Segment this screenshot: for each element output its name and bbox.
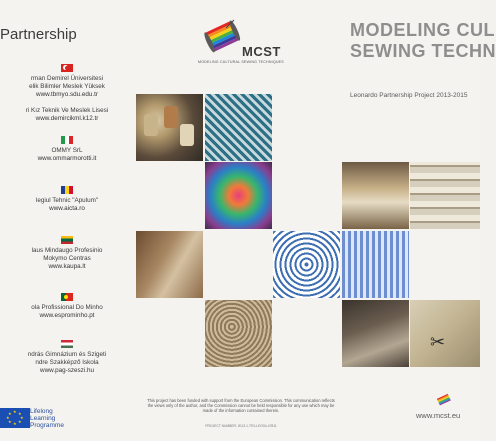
romania-flag-icon <box>61 186 73 194</box>
partner-name-line: ndre Szakképző Iskola <box>35 359 99 366</box>
llp-line: Lifelong <box>30 408 53 415</box>
partner-entry <box>0 64 134 99</box>
woven-fabric-photo <box>205 94 272 161</box>
blue-embroidery-photo <box>342 231 409 298</box>
partner-entry <box>0 293 134 320</box>
yarn-ball-photo <box>205 162 272 229</box>
thread-spool-small-icon <box>437 393 451 407</box>
cream-lace-photo <box>205 300 272 367</box>
partner-name-line: ola Profissional Do Minho <box>31 304 103 311</box>
sewing-machine-photo <box>342 300 409 367</box>
partner-name-line: rman Demirel Üniversitesi <box>30 75 104 82</box>
llp-line: Learning <box>30 415 56 422</box>
partner-entry <box>0 136 134 163</box>
partner-name-line: ndrás Gimnázium és Szigeti <box>27 351 107 358</box>
italy-flag-icon <box>61 136 73 144</box>
partnership-title: Partnership <box>0 26 77 43</box>
blue-lace-photo <box>273 231 340 298</box>
partner-url[interactable]: www.ommarmorotti.it <box>37 155 97 162</box>
llp-line: Programme <box>30 422 64 429</box>
partner-url[interactable]: www.pag-szeszi.hu <box>40 367 94 374</box>
cover-title-line: SEWING TECHN <box>350 41 496 61</box>
turkey-flag-icon <box>61 64 73 72</box>
partner-entry <box>0 340 134 375</box>
scissors-icon: ✂ <box>430 332 446 352</box>
project-number: PROJECT NUMBER: 2013-1-TR1-LEO04-47811 <box>205 424 277 428</box>
eu-flag-icon: ★ ★ ★ ★ ★ ★ ★ ★ <box>0 408 30 428</box>
partner-url[interactable]: www.aicta.ro <box>49 205 85 212</box>
partnership-panel <box>0 0 134 441</box>
spool-closeup-photo <box>342 162 409 229</box>
partner-entry <box>0 107 134 123</box>
logo-name: MCST <box>242 44 281 59</box>
cover-title-line: MODELING CUL <box>350 20 495 40</box>
logo-tagline: MODELING CULTURAL SEWING TECHNIQUES <box>198 60 284 64</box>
spools-photo <box>136 94 203 161</box>
partner-name-line: Mokymo Centras <box>43 255 91 262</box>
lithuania-flag-icon <box>61 236 73 244</box>
partner-url[interactable]: www.kaupa.lt <box>48 263 86 270</box>
partner-name-line: OMMY SrL <box>51 147 83 154</box>
llp-logo-text <box>30 408 64 429</box>
partner-name-line: legiul Tehnic "Apulum" <box>35 197 99 204</box>
cover-title <box>350 20 496 62</box>
partner-name-line: ri Kız Teknik Ve Meslek Lisesi <box>25 107 109 114</box>
hungary-flag-icon <box>61 340 73 348</box>
website-link[interactable]: www.mcst.eu <box>416 411 461 420</box>
partner-entry <box>0 186 134 213</box>
mannequin-photo <box>136 231 203 298</box>
portugal-flag-icon <box>61 293 73 301</box>
embroidered-trim-photo <box>410 162 480 229</box>
partner-url[interactable]: www.esprominho.pt <box>39 312 95 319</box>
partner-entry <box>0 236 134 271</box>
pattern-scissors-photo <box>410 300 480 367</box>
partner-name-line: laus Mindaugo Profesinio <box>31 247 103 254</box>
thread-spool-logo-icon <box>204 18 240 54</box>
partner-name-line: elik Bilimler Meslek Yüksek <box>29 83 105 90</box>
partner-url[interactable]: www.tbmyo.sdu.edu.tr <box>36 91 98 98</box>
eu-disclaimer: This project has been funded with support from the European Commission. This communication reflects the views only of the author, and the Commission cannot be held responsible for any use which may be made of the information contained therein. <box>147 398 335 414</box>
cover-subtitle: Leonardo Partnership Project 2013-2015 <box>350 92 468 99</box>
mcst-logo <box>196 18 282 70</box>
partner-url[interactable]: www.demircikml.k12.tr <box>35 115 99 122</box>
